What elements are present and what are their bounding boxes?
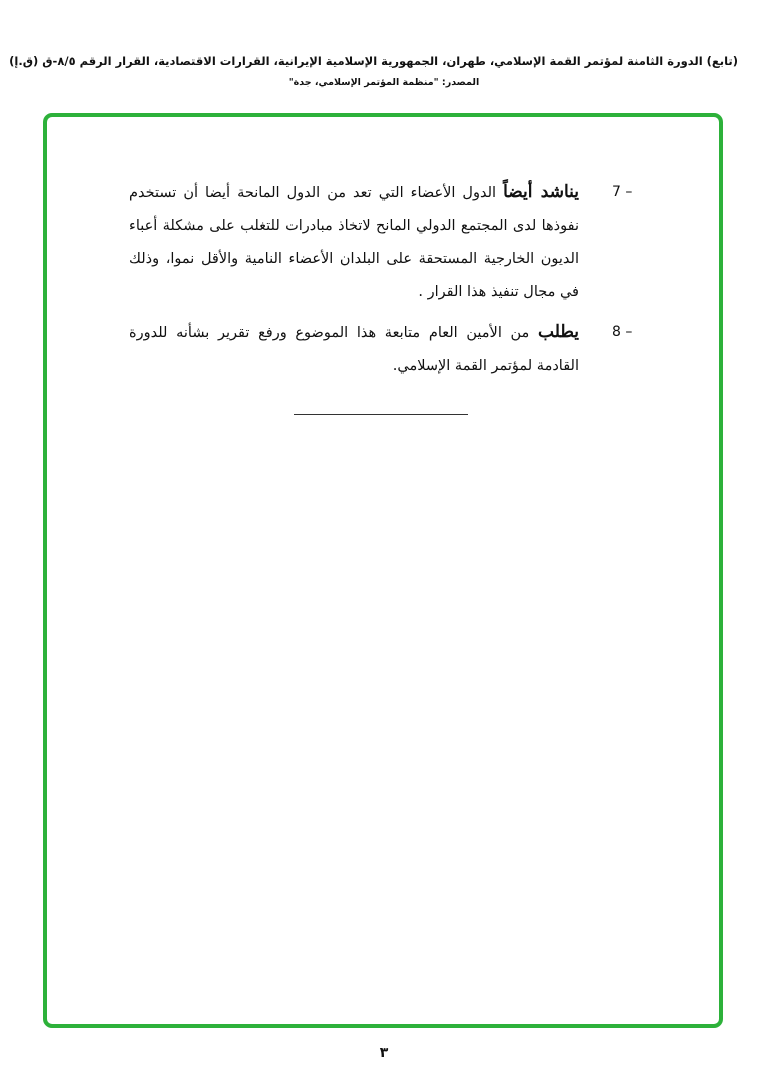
item-text — [129, 176, 579, 309]
header-title: (تابع) الدورة الثامنة لمؤتمر القمة الإسلامي، طهران، الجمهورية الإسلامية الإيرانية، القرارات الاقتصادية، القرار الرقم ٨/٥-ق (ق.إ) — [9, 54, 738, 68]
item-text — [129, 316, 579, 383]
item-number: 8 – — [612, 324, 633, 340]
item-number: 7 – — [612, 184, 633, 200]
item-body: من الأمين العام متابعة هذا الموضوع ورفع تقرير بشأنه للدورة القادمة لمؤتمر القمة الإسلامي. — [129, 325, 579, 374]
item-lead-verb: يطلب — [538, 322, 579, 342]
page-number: ٣ — [379, 1045, 389, 1061]
closing-divider — [294, 414, 468, 415]
document-header — [9, 52, 738, 90]
item-lead-verb: يناشد أيضاً — [503, 182, 579, 202]
header-source: المصدر: "منظمة المؤتمر الإسلامي، جدة" — [288, 77, 480, 88]
item-body: الدول الأعضاء التي تعد من الدول المانحة أيضا أن تستخدم نفوذها لدى المجتمع الدولي المانح لاتخاذ مبادرات للتغلب على مشكلة أعباء الديون الخارجية المستحقة على البلدان الأعضاء النامية والأقل نموا، وذلك في مجال تنفيذ هذا القرار . — [129, 185, 579, 300]
resolution-item-7 — [40, 176, 640, 316]
resolution-item-8 — [40, 316, 640, 386]
